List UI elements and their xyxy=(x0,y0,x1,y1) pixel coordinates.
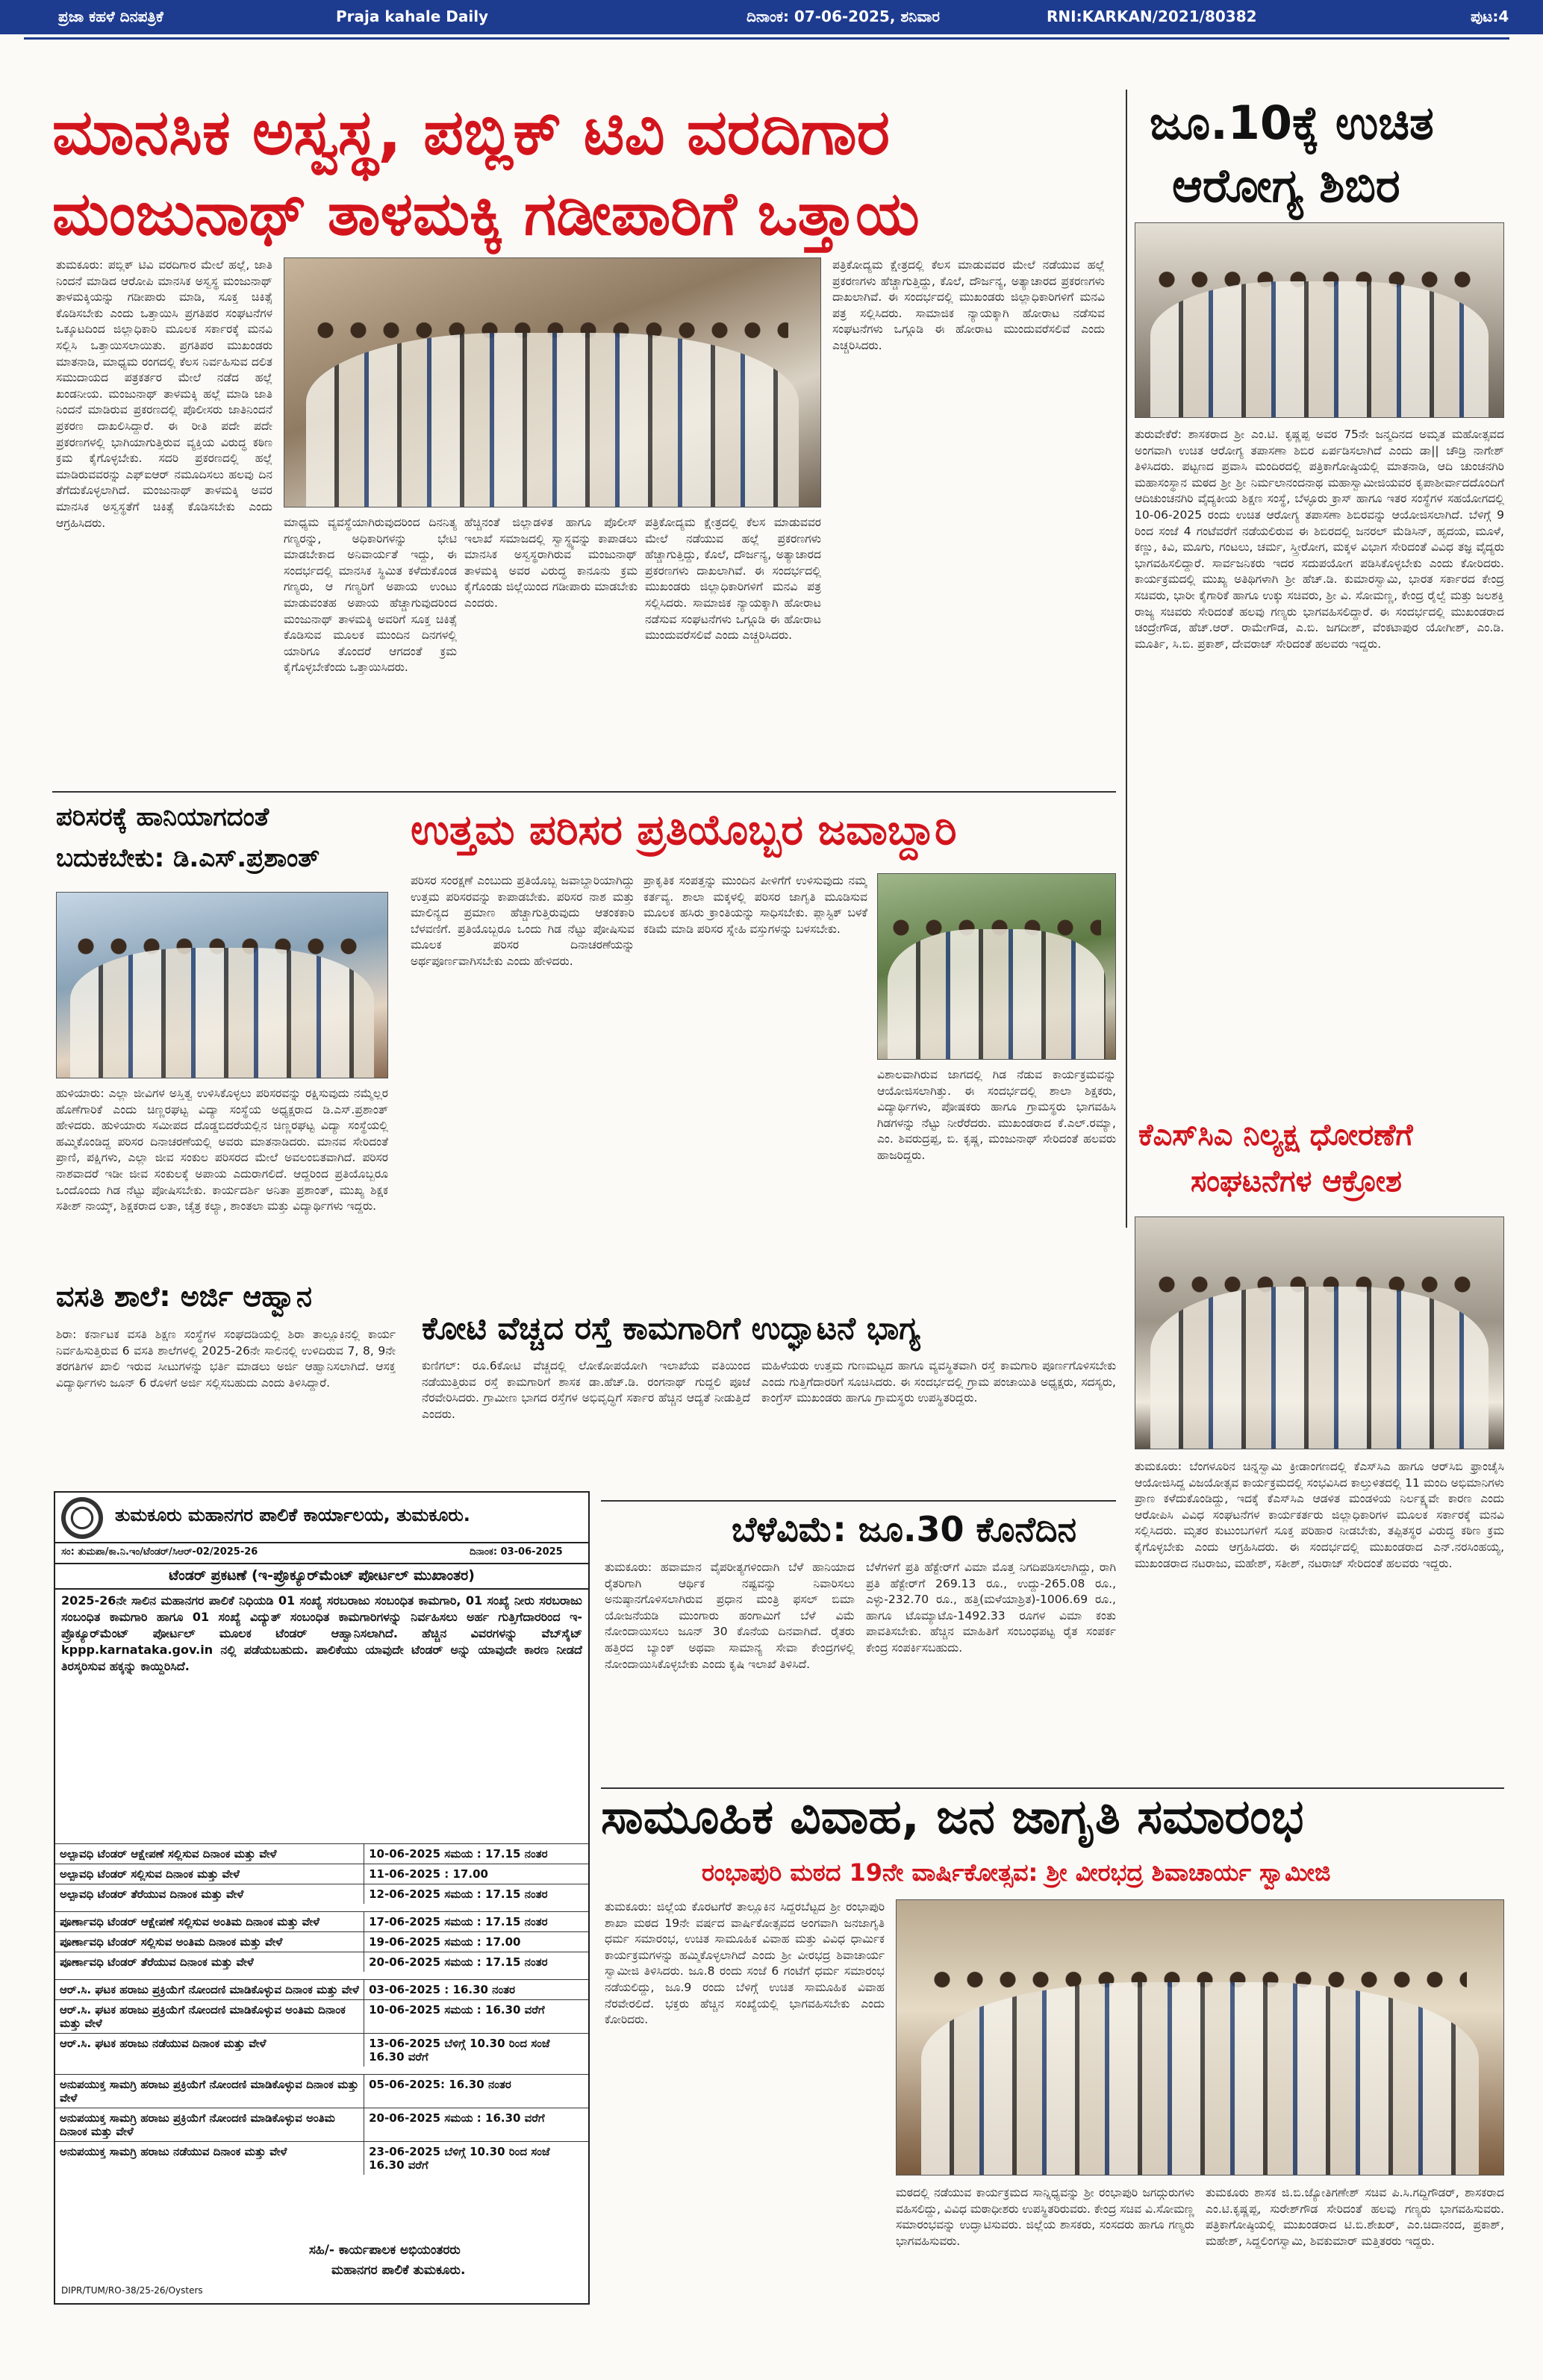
tender-ref: ಸಂ: ತುಮಪಾ/ಕಾ.ನಿ.ಇಂ/ಟೆಂಡರ್/ಸಿಆರ್-02/2025-26 xyxy=(61,1546,258,1558)
tender-row xyxy=(55,2033,588,2067)
health-body: ತುರುವೇಕೆರೆ: ಶಾಸಕರಾದ ಶ್ರೀ ಎಂ.ಟಿ. ಕೃಷ್ಣಪ್ಪ ಅವರ 75ನೇ ಜನ್ಮದಿನದ ಅಮೃತ ಮಹೋತ್ಸವದ ಅಂಗವಾಗಿ ಉಚಿತ ಆರೋಗ್ಯ ತಪಾಸಣಾ ಶಿಬಿರ ಏರ್ಪಡಿಸಲಾಗಿದೆ ಎಂದು ಡಾ|| ಚೌಡ್ರಿ ನಾಗೇಶ್ ತಿಳಿಸಿದರು. ಪಟ್ಟಣದ ಪ್ರವಾಸಿ ಮಂದಿರದಲ್ಲಿ ಪತ್ರಿಕಾಗೋಷ್ಠಿಯಲ್ಲಿ ಮಾತನಾಡಿ, ಆದಿ ಚುಂಚನಗಿರಿ ಮಹಾಸಂಸ್ಥಾನ ಮಠದ ಶ್ರೀ ಶ್ರೀ ನಿರ್ಮಲಾನಂದನಾಥ ಮಹಾಸ್ವಾಮೀಜಿಯವರ ಕೃಪಾಶೀರ್ವಾದದೊಂದಿಗೆ ಆದಿಚುಂಚನಗಿರಿ ವೈದ್ಯಕೀಯ ಶಿಕ್ಷಣ ಸಂಸ್ಥೆ, ಬೆಳ್ಳೂರು ಕ್ರಾಸ್ ಹಾಗೂ ಇತರ ಸಂಸ್ಥೆಗಳ ಸಹಯೋಗದಲ್ಲಿ 10-06-2025 ರಂದು ಉಚಿತ ಆರೋಗ್ಯ ತಪಾಸಣಾ ಶಿಬಿರವನ್ನು ಆಯೋಜಿಸಲಾಗಿದೆ. ಬೆಳಿಗ್ಗೆ 9 ರಿಂದ ಸಂಜೆ 4 ಗಂಟೆವರೆಗೆ ನಡೆಯಲಿರುವ ಈ ಶಿಬಿರದಲ್ಲಿ ಜನರಲ್ ಮೆಡಿಸಿನ್, ಹೃದಯ, ಮೂಳೆ, ಕಣ್ಣು, ಕಿವಿ, ಮೂಗು, ಗಂಟಲು, ಚರ್ಮ, ಸ್ತ್ರೀರೋಗ, ಮಕ್ಕಳ ವಿಭಾಗ ಸೇರಿದಂತೆ ವಿವಿಧ ತಜ್ಞ ವೈದ್ಯರು ಭಾಗವಹಿಸಲಿದ್ದಾರೆ. ಸಾರ್ವಜನಿಕರು ಇದರ ಸದುಪಯೋಗ ಪಡಿಸಿಕೊಳ್ಳಬೇಕು ಎಂದು ಕೋರಿದರು. ಕಾರ್ಯಕ್ರಮದಲ್ಲಿ ಮುಖ್ಯ ಅತಿಥಿಗಳಾಗಿ ಶ್ರೀ ಹೆಚ್.ಡಿ. ಕುಮಾರಸ್ವಾಮಿ, ಭಾರತ ಸರ್ಕಾರದ ಕೇಂದ್ರ ಸಚಿವರು, ಭಾರೀ ಕೈಗಾರಿಕೆ ಹಾಗೂ ಉಕ್ಕು ಸಚಿವರು, ಶ್ರೀ ವಿ. ಸೋಮಣ್ಣ, ಕೇಂದ್ರ ರೈಲ್ವೆ ಮತ್ತು ಜಲಶಕ್ತಿ ರಾಜ್ಯ ಸಚಿವರು ಸೇರಿದಂತೆ ಹಲವು ಗಣ್ಯರು ಭಾಗವಹಿಸಲಿದ್ದಾರೆ. ಈ ಸಂದರ್ಭದಲ್ಲಿ ಮುಖಂಡರಾದ ಚಂದ್ರೇಗೌಡ, ಹೆಚ್.ಆರ್. ರಾಮೇಗೌಡ, ಎ.ಬಿ. ಜಗದೀಶ್, ವೆಂಕಟಾಪುರ ಯೋಗೀಶ್, ಎಂ.ಡಿ. ಮೂರ್ತಿ, ಸಿ.ಬಿ. ಪ್ರಕಾಶ್, ದೇವರಾಜ್ ಸೇರಿದಂತೆ ಹಲವರು ಇದ್ದರು. xyxy=(1135,428,1504,651)
tender-row xyxy=(55,1931,588,1952)
tender-notice xyxy=(54,1491,590,2305)
tender-row xyxy=(55,1843,588,1864)
masthead-rule xyxy=(24,37,1509,40)
tender-row xyxy=(55,1999,588,2033)
tender-row-value: 05-06-2025: 16.30 ನಂತರ xyxy=(369,2078,511,2091)
environment-col-1: ಪರಿಸರ ಸಂರಕ್ಷಣೆ ಎಂಬುದು ಪ್ರತಿಯೊಬ್ಬ ಜವಾಬ್ದಾರಿಯಾಗಿದ್ದು ಉತ್ತಮ ಪರಿಸರವನ್ನು ಕಾಪಾಡಬೇಕು. ಪರಿಸರ ನಾಶ ಮತ್ತು ಮಾಲಿನ್ಯದ ಪ್ರಮಾಣ ಹೆಚ್ಚಾಗುತ್ತಿರುವುದು ಆತಂಕಕಾರಿ ಬೆಳವಣಿಗೆ. ಪ್ರತಿಯೊಬ್ಬರೂ ಒಂದು ಗಿಡ ನೆಟ್ಟು ಪೋಷಿಸುವ ಮೂಲಕ ಪರಿಸರ ದಿನಾಚರಣೆಯನ್ನು ಅರ್ಥಪೂರ್ಣವಾಗಿಸಬೇಕು ಎಂದು ಹೇಳಿದರು. xyxy=(411,874,635,968)
rule-crop xyxy=(601,1500,1116,1502)
lead-col-1: ತುಮಕೂರು: ಪಬ್ಲಿಕ್ ಟಿವಿ ವರದಿಗಾರ ಮೇಲೆ ಹಲ್ಲೆ, ಜಾತಿ ನಿಂದನೆ ಮಾಡಿದ ಆರೋಪಿ ಮಾನಸಿಕ ಅಸ್ವಸ್ಥ ಮಂಜುನಾಥ್ ತಾಳಮಕ್ಕಿಯನ್ನು ಗಡೀಪಾರು ಮಾಡಿ, ಸೂಕ್ತ ಚಿಕಿತ್ಸೆ ಕೊಡಿಸಬೇಕು ಎಂದು ಒತ್ತಾಯಿಸಿ ಪ್ರಗತಿಪರ ಸಂಘಟನೆಗಳ ಒಕ್ಕೂಟದಿಂದ ಜಿಲ್ಲಾಧಿಕಾರಿ ಮೂಲಕ ಸರ್ಕಾರಕ್ಕೆ ಮನವಿ ಸಲ್ಲಿಸಿ ಒತ್ತಾಯಿಸಲಾಯಿತು. ಪ್ರಗತಿಪರ ಮುಖಂಡರು ಮಾತನಾಡಿ, ಮಾಧ್ಯಮ ರಂಗದಲ್ಲಿ ಕೆಲಸ ನಿರ್ವಹಿಸುವ ದಲಿತ ಸಮುದಾಯದ ಪತ್ರಕರ್ತರ ಮೇಲೆ ನಡೆದ ಹಲ್ಲೆ ಖಂಡನೀಯ. ಮಂಜುನಾಥ್ ತಾಳಮಕ್ಕಿ ಹಲ್ಲೆ ಮಾಡಿ ಜಾತಿ ನಿಂದನೆ ಮಾಡಿರುವ ಪ್ರಕರಣದಲ್ಲಿ ಪೊಲೀಸರು ಜಾತಿನಿಂದನೆ ಪ್ರಕರಣ ದಾಖಲಿಸಿದ್ದಾರೆ. ಈ ರೀತಿ ಪದೇ ಪದೇ ಪ್ರಕರಣಗಳಲ್ಲಿ ಭಾಗಿಯಾಗುತ್ತಿರುವ ವ್ಯಕ್ತಿಯ ವಿರುದ್ಧ ಕಠಿಣ ಕ್ರಮ ಕೈಗೊಳ್ಳಬೇಕು. ಸದರಿ ಪ್ರಕರಣದಲ್ಲಿ ಹಲ್ಲೆ ಮಾಡಿರುವವರನ್ನು ಎಫ್‌ಐಆರ್ ನಮೂದಿಸಲು ಹಲವು ದಿನ ತೆಗೆದುಕೊಳ್ಳಲಾಗಿದೆ. ಮಂಜುನಾಥ್ ತಾಳಮಕ್ಕಿ ಅವರ ಮಾನಸಿಕ ಅಸ್ವಸ್ಥತೆಗೆ ಚಿಕಿತ್ಸೆ ಕೊಡಿಸಬೇಕು ಎಂದು ಆಗ್ರಹಿಸಿದರು. xyxy=(56,258,272,530)
tender-row xyxy=(55,1864,588,1884)
tender-row xyxy=(55,2074,588,2108)
tender-date: ದಿನಾಂಕ: 03-06-2025 xyxy=(470,1546,563,1558)
health-headline-2: ಆರೋಗ್ಯ ಶಿಬಿರ xyxy=(1172,158,1400,213)
rule-marriage xyxy=(601,1787,1504,1789)
masthead-bar xyxy=(0,0,1543,34)
tender-row-value: 19-06-2025 ಸಮಯ : 17.00 xyxy=(369,1935,521,1949)
crop-headline: ಬೆಳೆವಿಮೆ: ಜೂ.30 ಕೊನೆದಿನ xyxy=(732,1509,1077,1549)
tender-sign-1: ಸಹಿ/- ಕಾರ್ಯಪಾಲಕ ಅಭಿಯಂತರರು xyxy=(309,2243,461,2258)
tender-row-value: 23-06-2025 ಬೆಳಿಗ್ಗೆ 10.30 ರಿಂದ ಸಂಜೆ 16.30 ವರೆಗೆ xyxy=(369,2145,550,2172)
marriage-col-2: ಮಠದಲ್ಲಿ ನಡೆಯುವ ಕಾರ್ಯಕ್ರಮದ ಸಾನ್ನಿಧ್ಯವನ್ನು ಶ್ರೀ ರಂಭಾಪುರಿ ಜಗದ್ಗುರುಗಳು ವಹಿಸಲಿದ್ದು, ವಿವಿಧ ಮಠಾಧೀಶರು ಉಪಸ್ಥಿತರಿರುವರು. ಕೇಂದ್ರ ಸಚಿವ ವಿ.ಸೋಮಣ್ಣ ಸಮಾರಂಭವನ್ನು ಉದ್ಘಾಟಿಸುವರು. ಜಿಲ್ಲೆಯ ಶಾಸಕರು, ಸಂಸದರು ಹಾಗೂ ಗಣ್ಯರು ಭಾಗವಹಿಸುವರು. xyxy=(896,2186,1194,2248)
tender-sign-2: ಮಹಾನಗರ ಪಾಲಿಕೆ ತುಮಕೂರು. xyxy=(331,2263,466,2278)
lead-col-4: ಪತ್ರಿಕೋದ್ಯಮ ಕ್ಷೇತ್ರದಲ್ಲಿ ಕೆಲಸ ಮಾಡುವವರ ಮೇಲೆ ನಡೆಯುವ ಹಲ್ಲೆ ಪ್ರಕರಣಗಳು ಹೆಚ್ಚಾಗುತ್ತಿದ್ದು, ಕೊಲೆ, ದೌರ್ಜನ್ಯ, ಅತ್ಯಾಚಾರದ ಪ್ರಕರಣಗಳು ದಾಖಲಾಗಿವೆ. ಈ ಸಂದರ್ಭದಲ್ಲಿ ಮುಖಂಡರು ಜಿಲ್ಲಾಧಿಕಾರಿಗಳಿಗೆ ಮನವಿ ಪತ್ರ ಸಲ್ಲಿಸಿದರು. ಸಾಮಾಜಿಕ ನ್ಯಾಯಕ್ಕಾಗಿ ಹೋರಾಟ ನಡೆಸುವ ಸಂಘಟನೆಗಳು ಒಗ್ಗೂಡಿ ಈ ಹೋರಾಟ ಮುಂದುವರೆಸಲಿವೆ ಎಂದು ಎಚ್ಚರಿಸಿದರು. xyxy=(645,516,821,643)
tender-row-label: ಅನುಪಯುಕ್ತ ಸಾಮಗ್ರಿ ಹರಾಜು ನಡೆಯುವ ದಿನಾಂಕ ಮತ್ತು ವೇಳೆ xyxy=(55,2142,364,2175)
health-photo xyxy=(1135,222,1504,418)
tender-row-label: ಪೂರ್ಣಾವಧಿ ಟೆಂಡರ್ ಆಕ್ಷೇಪಣೆ ಸಲ್ಲಿಸುವ ಅಂತಿಮ ದಿನಾಂಕ ಮತ್ತು ವೇಳೆ xyxy=(55,1912,364,1931)
road-headline: ಕೋಟಿ ವೆಚ್ಚದ ರಸ್ತೆ ಕಾಮಗಾರಿಗೆ ಉದ್ಘಾಟನೆ ಭಾಗ್ಯ xyxy=(422,1310,920,1346)
prashanth-body: ಹುಳಿಯಾರು: ಎಲ್ಲಾ ಜೀವಿಗಳ ಅಸ್ತಿತ್ವ ಉಳಿಸಿಕೊಳ್ಳಲು ಪರಿಸರವನ್ನು ರಕ್ಷಿಸುವುದು ನಮ್ಮೆಲ್ಲರ ಹೊಣೆಗಾರಿಕೆ ಎಂದು ಚಿಣ್ಣರಘಟ್ಟ ವಿದ್ಯಾ ಸಂಸ್ಥೆಯ ಅಧ್ಯಕ್ಷರಾದ ಡಿ.ಎಸ್.ಪ್ರಶಾಂತ್ ಹೇಳಿದರು. ಹುಳಿಯಾರು ಸಮೀಪದ ದೊಡ್ಡಬಿದರೆಯಲ್ಲಿನ ಚಿಣ್ಣರಘಟ್ಟ ವಿದ್ಯಾ ಸಂಸ್ಥೆಯಲ್ಲಿ ಹಮ್ಮಿಕೊಂಡಿದ್ದ ಪರಿಸರ ದಿನಾಚರಣೆಯಲ್ಲಿ ಅವರು ಮಾತನಾಡಿದರು. ಮಾನವ ಸೇರಿದಂತೆ ಪ್ರಾಣಿ, ಪಕ್ಷಿಗಳು, ಎಲ್ಲಾ ಜೀವ ಸಂಕುಲ ಪರಿಸರದ ಮೇಲೆ ಅವಲಂಬಿತವಾಗಿದೆ. ಪರಿಸರ ನಾಶವಾದರೆ ಇಡೀ ಜೀವ ಸಂಕುಲಕ್ಕೆ ಅಪಾಯ ಎದುರಾಗಲಿದೆ. ಆದ್ದರಿಂದ ಪ್ರತಿಯೊಬ್ಬರೂ ಒಂದೊಂದು ಗಿಡ ನೆಟ್ಟು ಪೋಷಿಸಬೇಕು. ಕಾರ್ಯದರ್ಶಿ ಅನಿತಾ ಪ್ರಶಾಂತ್, ಮುಖ್ಯ ಶಿಕ್ಷಕ ಸತೀಶ್ ನಾಯ್ಕ್, ಶಿಕ್ಷಕರಾದ ಲತಾ, ಚೈತ್ರ ಕಲ್ಯಾ, ಶಾಂತಲಾ ಮತ್ತು ವಿದ್ಯಾರ್ಥಿಗಳು ಇದ್ದರು. xyxy=(56,1087,388,1214)
environment-col-2: ಪ್ರಾಕೃತಿಕ ಸಂಪತ್ತನ್ನು ಮುಂದಿನ ಪೀಳಿಗೆಗೆ ಉಳಿಸುವುದು ನಮ್ಮ ಕರ್ತವ್ಯ. ಶಾಲಾ ಮಕ್ಕಳಲ್ಲಿ ಪರಿಸರ ಜಾಗೃತಿ ಮೂಡಿಸುವ ಮೂಲಕ ಹಸಿರು ಕ್ರಾಂತಿಯನ್ನು ಸಾಧಿಸಬೇಕು. ಪ್ಲಾಸ್ಟಿಕ್ ಬಳಕೆ ಕಡಿಮೆ ಮಾಡಿ ಪರಿಸರ ಸ್ನೇಹಿ ವಸ್ತುಗಳನ್ನು ಬಳಸಬೇಕು. xyxy=(643,874,867,936)
tender-row-value: 20-06-2025 ಸಮಯ : 17.15 ನಂತರ xyxy=(369,1955,548,1969)
prashanth-headline-2: ಬದುಕಬೇಕು: ಡಿ.ಎಸ್.ಪ್ರಶಾಂತ್ xyxy=(56,843,320,873)
prashanth-photo xyxy=(56,892,388,1078)
masthead-left: ಪ್ರಜಾ ಕಹಳೆ ದಿನಪತ್ರಿಕೆ xyxy=(58,7,163,25)
hostel-headline: ವಸತಿ ಶಾಲೆ: ಅರ್ಜಿ ಆಹ್ವಾನ xyxy=(56,1280,313,1313)
tender-title: ಟೆಂಡರ್ ಪ್ರಕಟಣೆ (ಇ-ಪ್ರೊಕ್ಯೂರ್‌ಮೆಂಟ್ ಪೋರ್ಟಲ್ ಮುಖಾಂತರ) xyxy=(169,1567,475,1584)
tender-row-label: ಅಲ್ಪಾವಧಿ ಟೆಂಡರ್ ತೆರೆಯುವ ದಿನಾಂಕ ಮತ್ತು ವೇಳೆ xyxy=(55,1884,364,1904)
tender-row-value: 12-06-2025 ಸಮಯ : 17.15 ನಂತರ xyxy=(369,1887,548,1901)
tender-row xyxy=(55,1884,588,1904)
prashanth-headline-1: ಪರಿಸರಕ್ಕೆ ಹಾನಿಯಾಗದಂತೆ xyxy=(56,802,269,832)
tender-row-label: ಪೂರ್ಣಾವಧಿ ಟೆಂಡರ್ ತೆರೆಯುವ ದಿನಾಂಕ ಮತ್ತು ವೇಳೆ xyxy=(55,1952,364,1972)
tender-row-value: 10-06-2025 ಸಮಯ : 16.30 ವರೆಗೆ xyxy=(369,2003,545,2017)
tender-row-label: ಅಲ್ಪಾವಧಿ ಟೆಂಡರ್ ಸಲ್ಲಿಸುವ ದಿನಾಂಕ ಮತ್ತು ವೇಳೆ xyxy=(55,1864,364,1884)
ksrtc-photo xyxy=(1135,1216,1504,1449)
tender-row-value: 03-06-2025 : 16.30 ನಂತರ xyxy=(369,1983,516,1996)
tender-office: ತುಮಕೂರು ಮಹಾನಗರ ಪಾಲಿಕೆ ಕಾರ್ಯಾಲಯ, ತುಮಕೂರು. xyxy=(115,1505,470,1525)
lead-photo xyxy=(284,257,821,507)
environment-col-3: ವಿಶಾಲವಾಗಿರುವ ಜಾಗದಲ್ಲಿ ಗಿಡ ನೆಡುವ ಕಾರ್ಯಕ್ರಮವನ್ನು ಆಯೋಜಿಸಲಾಗಿತ್ತು. ಈ ಸಂದರ್ಭದಲ್ಲಿ ಶಾಲಾ ಶಿಕ್ಷಕರು, ವಿದ್ಯಾರ್ಥಿಗಳು, ಪೋಷಕರು ಹಾಗೂ ಗ್ರಾಮಸ್ಥರು ಭಾಗವಹಿಸಿ ಗಿಡಗಳನ್ನು ನೆಟ್ಟು ನೀರೆರೆದರು. ಮುಖಂಡರಾದ ಕೆ.ಎಲ್.ರಮ್ಯಾ, ಎಂ. ಶಿವರುದ್ರಪ್ಪ, ಬಿ. ಕೃಷ್ಣ, ಮಂಜುನಾಥ್ ಸೇರಿದಂತೆ ಹಲವರು ಹಾಜರಿದ್ದರು. xyxy=(877,1068,1116,1162)
tender-row xyxy=(55,1911,588,1931)
lead-headline-2: ಮಂಜುನಾಥ್ ತಾಳಮಕ್ಕಿ ಗಡೀಪಾರಿಗೆ ಒತ್ತಾಯ xyxy=(52,179,920,249)
masthead-date: ದಿನಾಂಕ: 07-06-2025, ಶನಿವಾರ xyxy=(746,7,940,25)
tender-row-label: ಆರ್.ಸಿ. ಘಟಕ ಹರಾಜು ನಡೆಯುವ ದಿನಾಂಕ ಮತ್ತು ವೇಳೆ xyxy=(55,2034,364,2067)
tender-dipr: DIPR/TUM/RO-38/25-26/Oysters xyxy=(61,2285,203,2296)
lead-headline-1: ಮಾನಸಿಕ ಅಸ್ವಸ್ಥ, ಪಬ್ಲಿಕ್ ಟಿವಿ ವರದಿಗಾರ xyxy=(52,96,891,169)
lead-col-2: ಮಾಧ್ಯಮ ವ್ಯವಸ್ಥೆಯಾಗಿರುವುದರಿಂದ ದಿನನಿತ್ಯ ಗಣ್ಯರನ್ನು, ಅಧಿಕಾರಿಗಳನ್ನು ಭೇಟಿ ಮಾಡಬೇಕಾದ ಅನಿವಾರ್ಯತೆ ಇದ್ದು, ಈ ಸಂದರ್ಭದಲ್ಲಿ ಮಾನಸಿಕ ಸ್ಥಿಮಿತ ಕಳೆದುಕೊಂಡ ಗಣ್ಯರು, ಆ ಗಣ್ಯರಿಗೆ ಅಪಾಯ ಉಂಟು ಮಾಡುವಂತಹ ಅಪಾಯ ಹೆಚ್ಚಾಗುವುದರಿಂದ ಮಂಜುನಾಥ್ ತಾಳಮಕ್ಕಿ ಅವರಿಗೆ ಸೂಕ್ತ ಚಿಕಿತ್ಸೆ ಕೊಡಿಸುವ ಮೂಲಕ ಮುಂದಿನ ದಿನಗಳಲ್ಲಿ ಯಾರಿಗೂ ತೊಂದರೆ ಆಗದಂತೆ ಕ್ರಮ ಕೈಗೊಳ್ಳಬೇಕೆಂದು ಒತ್ತಾಯಿಸಿದರು. xyxy=(284,516,457,675)
marriage-col-1: ತುಮಕೂರು: ಜಿಲ್ಲೆಯ ಕೊರಟಗೆರೆ ತಾಲ್ಲೂಕಿನ ಸಿದ್ದರಬೆಟ್ಟದ ಶ್ರೀ ರಂಭಾಪುರಿ ಶಾಖಾ ಮಠದ 19ನೇ ವರ್ಷದ ವಾರ್ಷಿಕೋತ್ಸವದ ಅಂಗವಾಗಿ ಜನಜಾಗೃತಿ ಧರ್ಮ ಸಮಾರಂಭ, ಉಚಿತ ಸಾಮೂಹಿಕ ವಿವಾಹ ಮತ್ತು ವಿವಿಧ ಧಾರ್ಮಿಕ ಕಾರ್ಯಕ್ರಮಗಳನ್ನು ಹಮ್ಮಿಕೊಳ್ಳಲಾಗಿದೆ ಎಂದು ಶ್ರೀ ವೀರಭದ್ರ ಶಿವಾಚಾರ್ಯ ಸ್ವಾಮೀಜಿ ತಿಳಿಸಿದರು. ಜೂ.8 ರಂದು ಸಂಜೆ 6 ಗಂಟೆಗೆ ಧರ್ಮ ಸಮಾರಂಭ ನಡೆಯಲಿದ್ದು, ಜೂ.9 ರಂದು ಬೆಳಿಗ್ಗೆ ಉಚಿತ ಸಾಮೂಹಿಕ ವಿವಾಹ ನೆರವೇರಲಿದೆ. ಭಕ್ತರು ಹೆಚ್ಚಿನ ಸಂಖ್ಯೆಯಲ್ಲಿ ಭಾಗವಹಿಸಬೇಕು ಎಂದು ಕೋರಿದರು. xyxy=(605,1900,885,2027)
ksrtc-headline-1: ಕೆಎಸ್‌ಸಿಎ ನಿಲ್ಯಕ್ಷ ಧೋರಣೆಗೆ xyxy=(1138,1118,1413,1152)
tender-schedule-table xyxy=(55,1843,588,2175)
crop-col-2: ಬೆಳೆಗಳಿಗೆ ಪ್ರತಿ ಹೆಕ್ಟೇರ್‌ಗೆ ವಿಮಾ ಮೊತ್ತ ನಿಗದಿಪಡಿಸಲಾಗಿದ್ದು, ರಾಗಿ ಪ್ರತಿ ಹೆಕ್ಟೇರ್‌ಗೆ 269.13 ರೂ., ಉದ್ದು-265.08 ರೂ., ಎಳ್ಳು-232.70 ರೂ., ಹತ್ತಿ(ಮಳೆಯಾಶ್ರಿತ)-1006.69 ರೂ., ಹಾಗೂ ಟೊಮ್ಯಾಟೊ-1492.33 ರೂಗಳ ವಿಮಾ ಕಂತು ಪಾವತಿಸಬೇಕು. ಹೆಚ್ಚಿನ ಮಾಹಿತಿಗೆ ಸಂಬಂಧಪಟ್ಟ ರೈತ ಸಂಪರ್ಕ ಕೇಂದ್ರ ಸಂಪರ್ಕಿಸಬಹುದು. xyxy=(866,1561,1116,1655)
tender-body: 2025-26ನೇ ಸಾಲಿನ ಮಹಾನಗರ ಪಾಲಿಕೆ ನಿಧಿಯಡಿ 01 ಸಂಖ್ಯೆ ಸರಬರಾಜು ಸಂಬಂಧಿತ ಕಾಮಗಾರಿ, 01 ಸಂಖ್ಯೆ ನೀರು ಸರಬರಾಜು ಸಂಬಂಧಿತ ಕಾಮಗಾರಿ ಹಾಗೂ 01 ಸಂಖ್ಯೆ ವಿದ್ಯುತ್ ಸಂಬಂಧಿತ ಕಾಮಗಾರಿಗಳನ್ನು ನಿರ್ವಹಿಸಲು ಅರ್ಹ ಗುತ್ತಿಗೆದಾರರಿಂದ ಇ-ಪ್ರೊಕ್ಯೂರ್‌ಮೆಂಟ್ ಪೋರ್ಟಲ್ ಮೂಲಕ ಟೆಂಡರ್ ಆಹ್ವಾನಿಸಲಾಗಿದೆ. ಹೆಚ್ಚಿನ ವಿವರಗಳನ್ನು ವೆಬ್‌ಸೈಟ್ kppp.karnataka.gov.in ನಲ್ಲಿ ಪಡೆಯಬಹುದು. ಪಾಲಿಕೆಯು ಯಾವುದೇ ಟೆಂಡರ್ ಅನ್ನು ಯಾವುದೇ ಕಾರಣ ನೀಡದೆ ತಿರಸ್ಕರಿಸುವ ಹಕ್ಕನ್ನು ಕಾಯ್ದಿರಿಸಿದೆ. xyxy=(61,1593,582,1673)
tender-row-value: 11-06-2025 : 17.00 xyxy=(369,1867,488,1881)
masthead-page: ಪುಟ:4 xyxy=(1471,7,1509,25)
tender-row-label: ಆರ್.ಸಿ. ಘಟಕ ಹರಾಜು ಪ್ರಕ್ರಿಯೆಗೆ ನೋಂದಣಿ ಮಾಡಿಕೊಳ್ಳುವ ದಿನಾಂಕ ಮತ್ತು ವೇಳೆ xyxy=(55,1980,364,1999)
marriage-col-3: ತುಮಕೂರು ಶಾಸಕ ಜಿ.ಬಿ.ಜ್ಯೋತಿಗಣೇಶ್ ಸಚಿವ ಪಿ.ಸಿ.ಗದ್ದಿಗೌಡರ್, ಶಾಸಕರಾದ ಎಂ.ಟಿ.ಕೃಷ್ಣಪ್ಪ, ಸುರೇಶ್‌ಗೌಡ ಸೇರಿದಂತೆ ಹಲವು ಗಣ್ಯರು ಭಾಗವಹಿಸುವರು. ಪತ್ರಿಕಾಗೋಷ್ಠಿಯಲ್ಲಿ ಮುಖಂಡರಾದ ಟಿ.ಬಿ.ಶೇಖರ್, ಎಂ.ಚಿದಾನಂದ, ಪ್ರಕಾಶ್, ಮಹೇಶ್, ಸಿದ್ದಲಿಂಗಸ್ವಾಮಿ, ಶಿವಕುಮಾರ್ ಮತ್ತಿತರರು ಇದ್ದರು. xyxy=(1206,2186,1504,2248)
crop-col-1: ತುಮಕೂರು: ಹವಾಮಾನ ವೈಪರೀತ್ಯಗಳಿಂದಾಗಿ ಬೆಳೆ ಹಾನಿಯಾದ ರೈತರಿಗಾಗಿ ಆರ್ಥಿಕ ನಷ್ಟವನ್ನು ನಿವಾರಿಸಲು ಅನುಷ್ಠಾನಗೊಳಿಸಲಾಗಿರುವ ಪ್ರಧಾನ ಮಂತ್ರಿ ಫಸಲ್ ಬಿಮಾ ಯೋಜನೆಯಡಿ ಮುಂಗಾರು ಹಂಗಾಮಿಗೆ ಬೆಳೆ ವಿಮೆ ನೋಂದಾಯಿಸಲು ಜೂನ್ 30 ಕೊನೆಯ ದಿನವಾಗಿದೆ. ರೈತರು ಹತ್ತಿರದ ಬ್ಯಾಂಕ್ ಅಥವಾ ಸಾಮಾನ್ಯ ಸೇವಾ ಕೇಂದ್ರಗಳಲ್ಲಿ ನೋಂದಾಯಿಸಿಕೊಳ್ಳಬೇಕು ಎಂದು ಕೃಷಿ ಇಲಾಖೆ ತಿಳಿಸಿದೆ. xyxy=(605,1561,855,1671)
tender-row-value: 10-06-2025 ಸಮಯ : 17.15 ನಂತರ xyxy=(369,1847,548,1861)
tender-row xyxy=(55,2108,588,2141)
tender-row-value: 13-06-2025 ಬೆಳಿಗ್ಗೆ 10.30 ರಿಂದ ಸಂಜೆ 16.30 ವರೆಗೆ xyxy=(369,2037,550,2064)
ksrtc-headline-2: ಸಂಘಟನೆಗಳ ಆಕ್ರೋಶ xyxy=(1191,1164,1402,1199)
health-headline-1: ಜೂ.10ಕ್ಕೆ ಉಚಿತ xyxy=(1150,96,1434,150)
environment-photo xyxy=(877,873,1116,1060)
rule-env xyxy=(52,791,1116,793)
tender-row-value: 17-06-2025 ಸಮಯ : 17.15 ನಂತರ xyxy=(369,1915,548,1928)
ksrtc-body: ತುಮಕೂರು: ಬೆಂಗಳೂರಿನ ಚಿನ್ನಸ್ವಾಮಿ ಕ್ರೀಡಾಂಗಣದಲ್ಲಿ ಕೆಎಸ್‌ಸಿಎ ಹಾಗೂ ಆರ್‌ಸಿಬಿ ಫ್ರಾಂಚೈಸಿ ಆಯೋಜಿಸಿದ್ದ ವಿಜಯೋತ್ಸವ ಕಾರ್ಯಕ್ರಮದಲ್ಲಿ ಸಂಭವಿಸಿದ ಕಾಲ್ತುಳಿತದಲ್ಲಿ 11 ಮಂದಿ ಅಭಿಮಾನಿಗಳು ಪ್ರಾಣ ಕಳೆದುಕೊಂಡಿದ್ದು, ಇದಕ್ಕೆ ಕೆಎಸ್‌ಸಿಎ ಆಡಳಿತ ಮಂಡಳಿಯ ನಿರ್ಲಕ್ಷ್ಯವೇ ಕಾರಣ ಎಂದು ಆರೋಪಿಸಿ ವಿವಿಧ ಸಂಘಟನೆಗಳ ಕಾರ್ಯಕರ್ತರು ಜಿಲ್ಲಾಧಿಕಾರಿಗಳ ಮೂಲಕ ಸರ್ಕಾರಕ್ಕೆ ಮನವಿ ಸಲ್ಲಿಸಿದರು. ಮೃತರ ಕುಟುಂಬಗಳಿಗೆ ಸೂಕ್ತ ಪರಿಹಾರ ನೀಡಬೇಕು, ತಪ್ಪಿತಸ್ಥರ ವಿರುದ್ಧ ಕಠಿಣ ಕ್ರಮ ಕೈಗೊಳ್ಳಬೇಕು ಎಂದು ಆಗ್ರಹಿಸಿದರು. ಈ ಸಂದರ್ಭದಲ್ಲಿ ಮುಖಂಡರಾದ ಎನ್.ನರಸಿಂಹಯ್ಯ, ಮುಖಂಡರಾದ ನಟರಾಜು, ಮಹೇಶ್, ಸತೀಶ್, ನಟರಾಜ್ ಸೇರಿದಂತೆ ಹಲವರು ಇದ್ದರು. xyxy=(1135,1460,1504,1570)
tender-row-label: ಅನುಪಯುಕ್ತ ಸಾಮಗ್ರಿ ಹರಾಜು ಪ್ರಕ್ರಿಯೆಗೆ ನೋಂದಣಿ ಮಾಡಿಕೊಳ್ಳುವ ದಿನಾಂಕ ಮತ್ತು ವೇಳೆ xyxy=(55,2075,364,2108)
seal-icon xyxy=(61,1497,103,1539)
tender-row-label: ಅಲ್ಪಾವಧಿ ಟೆಂಡರ್ ಆಕ್ಷೇಪಣೆ ಸಲ್ಲಿಸುವ ದಿನಾಂಕ ಮತ್ತು ವೇಳೆ xyxy=(55,1844,364,1864)
right-column-rule xyxy=(1126,90,1127,1228)
tender-row-value: 20-06-2025 ಸಮಯ : 16.30 ವರೆಗೆ xyxy=(369,2111,545,2125)
masthead-title: Praja kahale Daily xyxy=(336,7,489,25)
tender-row-label: ಪೂರ್ಣಾವಧಿ ಟೆಂಡರ್ ಸಲ್ಲಿಸುವ ಅಂತಿಮ ದಿನಾಂಕ ಮತ್ತು ವೇಳೆ xyxy=(55,1932,364,1952)
tender-row-label: ಅನುಪಯುಕ್ತ ಸಾಮಗ್ರಿ ಹರಾಜು ಪ್ರಕ್ರಿಯೆಗೆ ನೋಂದಣಿ ಮಾಡಿಕೊಳ್ಳುವ ಅಂತಿಮ ದಿನಾಂಕ ಮತ್ತು ವೇಳೆ xyxy=(55,2108,364,2141)
lead-col-5: ಪತ್ರಿಕೋದ್ಯಮ ಕ್ಷೇತ್ರದಲ್ಲಿ ಕೆಲಸ ಮಾಡುವವರ ಮೇಲೆ ನಡೆಯುವ ಹಲ್ಲೆ ಪ್ರಕರಣಗಳು ಹೆಚ್ಚಾಗುತ್ತಿದ್ದು, ಕೊಲೆ, ದೌರ್ಜನ್ಯ, ಅತ್ಯಾಚಾರದ ಪ್ರಕರಣಗಳು ದಾಖಲಾಗಿವೆ. ಈ ಸಂದರ್ಭದಲ್ಲಿ ಮುಖಂಡರು ಜಿಲ್ಲಾಧಿಕಾರಿಗಳಿಗೆ ಮನವಿ ಪತ್ರ ಸಲ್ಲಿಸಿದರು. ಸಾಮಾಜಿಕ ನ್ಯಾಯಕ್ಕಾಗಿ ಹೋರಾಟ ನಡೆಸುವ ಸಂಘಟನೆಗಳು ಒಗ್ಗೂಡಿ ಈ ಹೋರಾಟ ಮುಂದುವರೆಸಲಿವೆ ಎಂದು ಎಚ್ಚರಿಸಿದರು. xyxy=(832,258,1105,352)
marriage-subhead: ರಂಭಾಪುರಿ ಮಠದ 19ನೇ ವಾರ್ಷಿಕೋತ್ಸವ: ಶ್ರೀ ವೀರಭದ್ರ ಶಿವಾಚಾರ್ಯ ಸ್ವಾಮೀಜಿ xyxy=(702,1858,1331,1887)
road-col-2: ಮಹಿಳೆಯರು ಉತ್ತಮ ಗುಣಮಟ್ಟದ ಹಾಗೂ ವ್ಯವಸ್ಥಿತವಾಗಿ ರಸ್ತೆ ಕಾಮಗಾರಿ ಪೂರ್ಣಗೊಳಿಸಬೇಕು ಎಂದು ಗುತ್ತಿಗೆದಾರರಿಗೆ ಸೂಚಿಸಿದರು. ಈ ಸಂದರ್ಭದಲ್ಲಿ ಗ್ರಾಮ ಪಂಚಾಯಿತಿ ಅಧ್ಯಕ್ಷರು, ಸದಸ್ಯರು, ಕಾಂಗ್ರೆಸ್ ಮುಖಂಡರು ಹಾಗೂ ಗ್ರಾಮಸ್ಥರು ಉಪಸ್ಥಿತರಿದ್ದರು. xyxy=(761,1359,1116,1405)
environment-headline: ಉತ್ತಮ ಪರಿಸರ ಪ್ರತಿಯೊಬ್ಬರ ಜವಾಬ್ದಾರಿ xyxy=(411,806,957,855)
marriage-headline: ಸಾಮೂಹಿಕ ವಿವಾಹ, ಜನ ಜಾಗೃತಿ ಸಮಾರಂಭ xyxy=(601,1790,1304,1845)
tender-row-label: ಆರ್.ಸಿ. ಘಟಕ ಹರಾಜು ಪ್ರಕ್ರಿಯೆಗೆ ನೋಂದಣಿ ಮಾಡಿಕೊಳ್ಳುವ ಅಂತಿಮ ದಿನಾಂಕ ಮತ್ತು ವೇಳೆ xyxy=(55,2000,364,2033)
lead-col-3: ಹೆಚ್ಚಿನಂತೆ ಜಿಲ್ಲಾಡಳಿತ ಹಾಗೂ ಪೊಲೀಸ್ ಇಲಾಖೆ ಸಮಾಜದಲ್ಲಿ ಸ್ವಾಸ್ಥ್ಯವನ್ನು ಕಾಪಾಡಲು ಮಾನಸಿಕ ಅಸ್ವಸ್ಥರಾಗಿರುವ ಮಂಜುನಾಥ್ ತಾಳಮಕ್ಕಿ ಅವರ ವಿರುದ್ಧ ಕಾನೂನು ಕ್ರಮ ಕೈಗೊಂಡು ಜಿಲ್ಲೆಯಿಂದ ಗಡೀಪಾರು ಮಾಡಬೇಕು ಎಂದರು. xyxy=(464,516,638,610)
hostel-body: ಶಿರಾ: ಕರ್ನಾಟಕ ವಸತಿ ಶಿಕ್ಷಣ ಸಂಸ್ಥೆಗಳ ಸಂಘದಡಿಯಲ್ಲಿ ಶಿರಾ ತಾಲ್ಲೂಕಿನಲ್ಲಿ ಕಾರ್ಯ ನಿರ್ವಹಿಸುತ್ತಿರುವ 6 ವಸತಿ ಶಾಲೆಗಳಲ್ಲಿ 2025-26ನೇ ಸಾಲಿನಲ್ಲಿ ಉಳಿದಿರುವ 7, 8, 9ನೇ ತರಗತಿಗಳ ಖಾಲಿ ಇರುವ ಸೀಟುಗಳನ್ನು ಭರ್ತಿ ಮಾಡಲು ಅರ್ಜಿ ಆಹ್ವಾನಿಸಲಾಗಿದೆ. ಆಸಕ್ತ ವಿದ್ಯಾರ್ಥಿಗಳು ಜೂನ್ 6 ರೊಳಗೆ ಅರ್ಜಿ ಸಲ್ಲಿಸಬಹುದು ಎಂದು ತಿಳಿಸಿದ್ದಾರೆ. xyxy=(56,1328,396,1390)
road-col-1: ಕುಣಿಗಲ್: ರೂ.6ಕೋಟಿ ವೆಚ್ಚದಲ್ಲಿ ಲೋಕೋಪಯೋಗಿ ಇಲಾಖೆಯ ವತಿಯಿಂದ ನಡೆಯುತ್ತಿರುವ ರಸ್ತೆ ಕಾಮಗಾರಿಗೆ ಶಾಸಕ ಡಾ.ಹೆಚ್.ಡಿ. ರಂಗನಾಥ್ ಗುದ್ದಲಿ ಪೂಜೆ ನೆರವೇರಿಸಿದರು. ಗ್ರಾಮೀಣ ಭಾಗದ ರಸ್ತೆಗಳ ಅಭಿವೃದ್ಧಿಗೆ ಸರ್ಕಾರ ಹೆಚ್ಚಿನ ಆದ್ಯತೆ ನೀಡುತ್ತಿದೆ ಎಂದರು. xyxy=(422,1359,750,1421)
tender-row xyxy=(55,1979,588,1999)
tender-row xyxy=(55,2141,588,2175)
marriage-photo xyxy=(896,1899,1504,2176)
tender-row xyxy=(55,1952,588,1972)
masthead-rni: RNI:KARKAN/2021/80382 xyxy=(1047,7,1257,25)
